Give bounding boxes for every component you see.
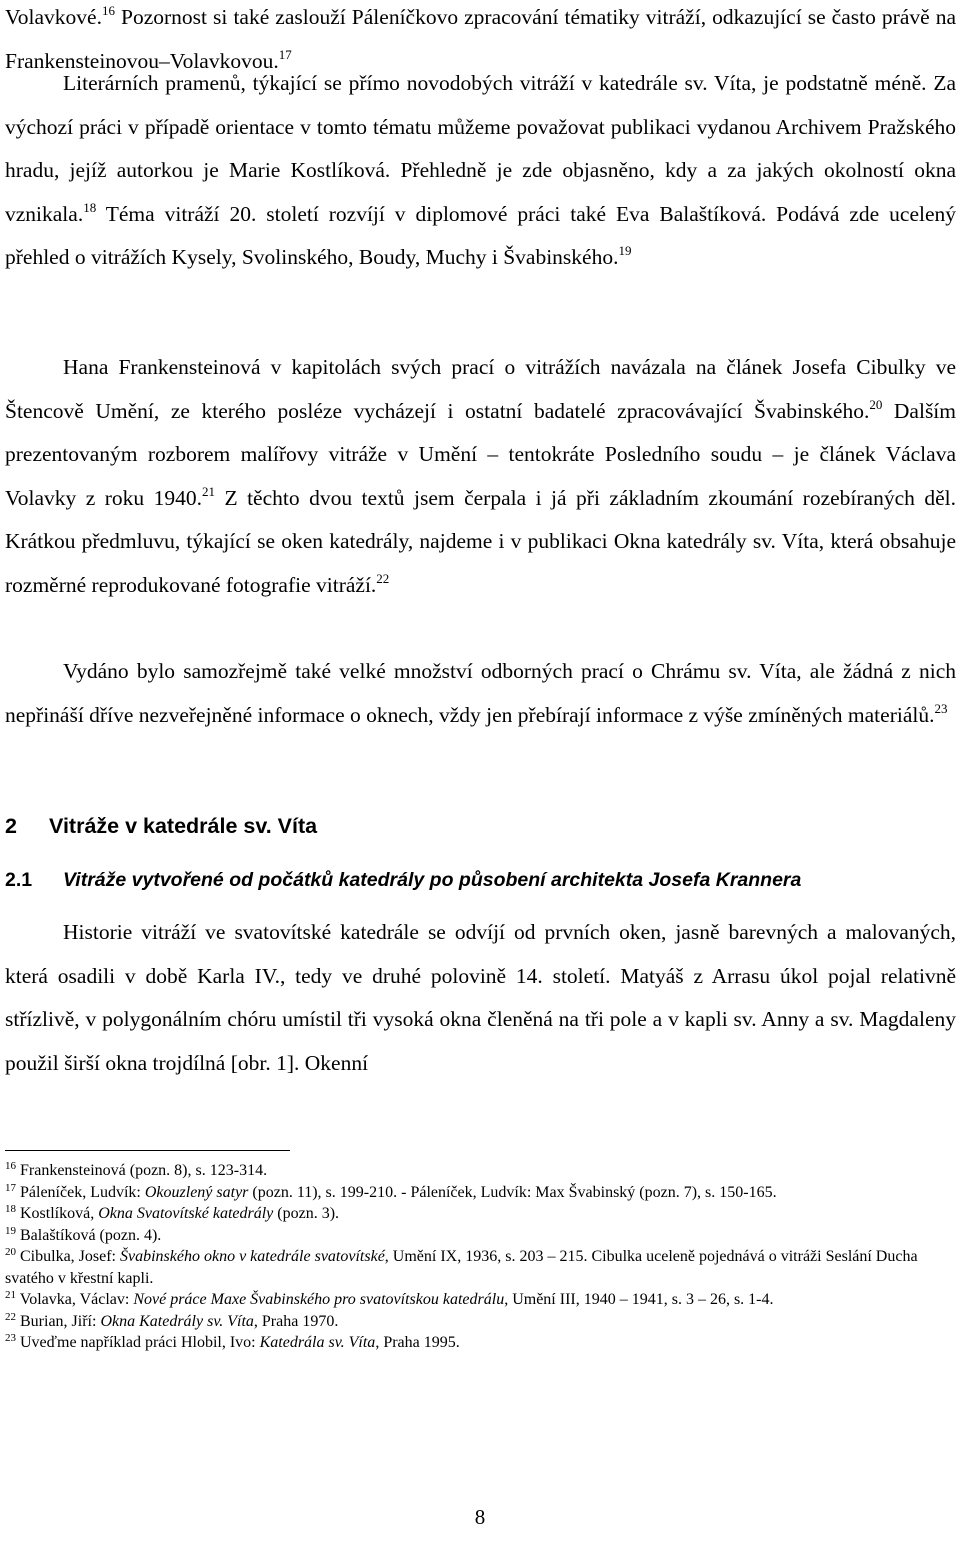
footnote bbox=[5, 1225, 940, 1247]
italic-title: Nové práce Maxe Švabinského pro svatovítskou katedrálu bbox=[133, 1291, 505, 1308]
text-run: Vydáno bylo samozřejmě také velké množství odborných prací o Chrámu sv. Víta, ale žádná z nich nepřináší dříve nezveřejněné informace o oknech, vždy jen přebírají informace z výše zmíněných materiálů. bbox=[5, 659, 956, 727]
footnote bbox=[5, 1203, 940, 1225]
section-title: Vitráže v katedrále sv. Víta bbox=[49, 814, 318, 838]
text-run: Páleníček, Ludvík: bbox=[20, 1183, 145, 1201]
footnote-ref: 19 bbox=[618, 243, 632, 258]
section-number: 2 bbox=[5, 814, 17, 838]
footnote-number: 20 bbox=[5, 1246, 16, 1258]
italic-title: Okouzlený satyr bbox=[144, 1183, 249, 1201]
text-run: Burian, Jiří: bbox=[20, 1312, 101, 1330]
footnote-number: 19 bbox=[5, 1224, 16, 1237]
footnote bbox=[5, 1182, 940, 1204]
footnote-ref: 16 bbox=[101, 3, 115, 18]
text-run: Kostlíková, bbox=[20, 1205, 99, 1222]
text-run: Volavkové. bbox=[5, 5, 102, 29]
subsection-number: 2.1 bbox=[5, 869, 33, 891]
footnote-ref: 23 bbox=[934, 700, 948, 716]
footnote-number: 17 bbox=[5, 1181, 16, 1194]
footnote-number: 22 bbox=[5, 1310, 16, 1323]
subsection-title: Vitráže vytvořené od počátků katedrály po působení architekta Josefa Krannera bbox=[63, 869, 802, 891]
text-run: Historie vitráží ve svatovítské katedrále se odvíjí od prvních oken, jasně barevných a malovaných, která osadili v době Karla IV., tedy ve druhé polovině 14. století. Matyáš z Arrasu úkol pojal relativně střízlivě, v polygonálním chóru umístil tři vysoká okna členěná na tři pole a v kapli sv. Anny a sv. Magdaleny použil širší okna trojdílná [obr. 1]. Okenní bbox=[5, 920, 956, 1075]
section-heading bbox=[5, 806, 317, 846]
footnote-ref: 20 bbox=[869, 396, 883, 412]
text-run: (pozn. 11), s. 199-210. - Páleníček, Ludvík: Max Švabinský (pozn. 7), s. 150-165. bbox=[248, 1183, 777, 1201]
text-run: Uveďme například práci Hlobil, Ivo: bbox=[20, 1334, 260, 1351]
italic-title: Švabinského okno v katedrále svatovítské bbox=[120, 1248, 385, 1265]
text-run: (pozn. 3). bbox=[273, 1205, 340, 1222]
text-run: Téma vitráží 20. století rozvíjí v diplomové práci také Eva Balaštíková. Podává zde ucelený přehled o vitrážích Kysely, Svolinského, Boudy, Muchy i Švabinského. bbox=[5, 201, 956, 269]
footnote bbox=[5, 1311, 940, 1333]
paragraph bbox=[5, 62, 956, 280]
footnote bbox=[5, 1246, 940, 1289]
text-run: , Umění IX, 1936, s. 203 – 215. Cibulka uceleně pojednává o vitráži Seslání Ducha svatého v křestní kapli. bbox=[5, 1248, 918, 1287]
text-run: Frankensteinová (pozn. 8), s. 123-314. bbox=[20, 1162, 268, 1179]
footnote-ref: 21 bbox=[202, 483, 216, 499]
footnotes bbox=[5, 1160, 940, 1354]
paragraph bbox=[5, 650, 956, 737]
text-run: Dalším prezentovaným rozborem malířovy vitráže v Umění – tentokráte Posledního soudu – je článek Václava Volavky z roku 1940. bbox=[5, 398, 957, 510]
text-run: Hana Frankensteinová v kapitolách svých prací o vitrážích navázala na článek Josefa Cibulky ve Štencově Umění, ze kterého posléze vycházejí i ostatní badatelé zpracovávající Švabinského. bbox=[5, 355, 956, 423]
footnote bbox=[5, 1332, 940, 1354]
text-run: Volavka, Václav: bbox=[19, 1291, 134, 1308]
text-run: , Praha 1995. bbox=[375, 1334, 460, 1351]
text-run: Literárních pramenů, týkající se přímo novodobých vitráží v katedrále sv. Víta, je podstatně méně. Za výchozí práci v případě orientace v tomto tématu můžeme považovat publikaci vydanou Archivem Pražského hradu, jejíž autorkou je Marie Kostlíková. Přehledně je zde objasněno, kdy a za jakých okolností okna vznikala. bbox=[5, 71, 956, 226]
page-number: 8 bbox=[474, 1505, 486, 1529]
footnote-number: 23 bbox=[5, 1332, 16, 1344]
footnote-number: 21 bbox=[5, 1289, 16, 1301]
italic-title: Okna Svatovítské katedrály bbox=[98, 1205, 274, 1222]
footnote bbox=[5, 1160, 940, 1182]
italic-title: Okna Katedrály sv. Víta bbox=[100, 1312, 254, 1330]
italic-title: Katedrála sv. Víta bbox=[259, 1334, 376, 1351]
text-run: Balaštíková (pozn. 4). bbox=[20, 1226, 162, 1244]
text-run: Z těchto dvou textů jsem čerpala i já při základním zkoumání rozebíraných děl. Krátkou předmluvu, týkající se oken katedrály, najdeme i v publikaci Okna katedrály sv. Víta, která obsahuje rozměrné reprodukované fotografie vitráží. bbox=[5, 485, 956, 597]
subsection-heading bbox=[5, 860, 801, 900]
paragraph bbox=[5, 346, 956, 607]
footnote-number: 18 bbox=[5, 1203, 16, 1215]
text-run: Cibulka, Josef: bbox=[20, 1248, 120, 1265]
footnote-separator bbox=[5, 1150, 290, 1151]
text-run: Pozornost si také zaslouží Páleníčkovo zpracování tématiky vitráží, odkazující se často právě na Frankensteinovou–Volavkovou. bbox=[5, 5, 956, 73]
footnote bbox=[5, 1289, 940, 1311]
paragraph bbox=[5, 911, 956, 1085]
footnote-ref: 22 bbox=[376, 570, 390, 586]
footnote-ref: 17 bbox=[278, 46, 292, 62]
text-run: , Praha 1970. bbox=[253, 1312, 339, 1330]
footnote-ref: 18 bbox=[83, 199, 97, 215]
footnote-number: 16 bbox=[5, 1160, 16, 1172]
text-run: , Umění III, 1940 – 1941, s. 3 – 26, s. 1-4. bbox=[504, 1291, 774, 1308]
